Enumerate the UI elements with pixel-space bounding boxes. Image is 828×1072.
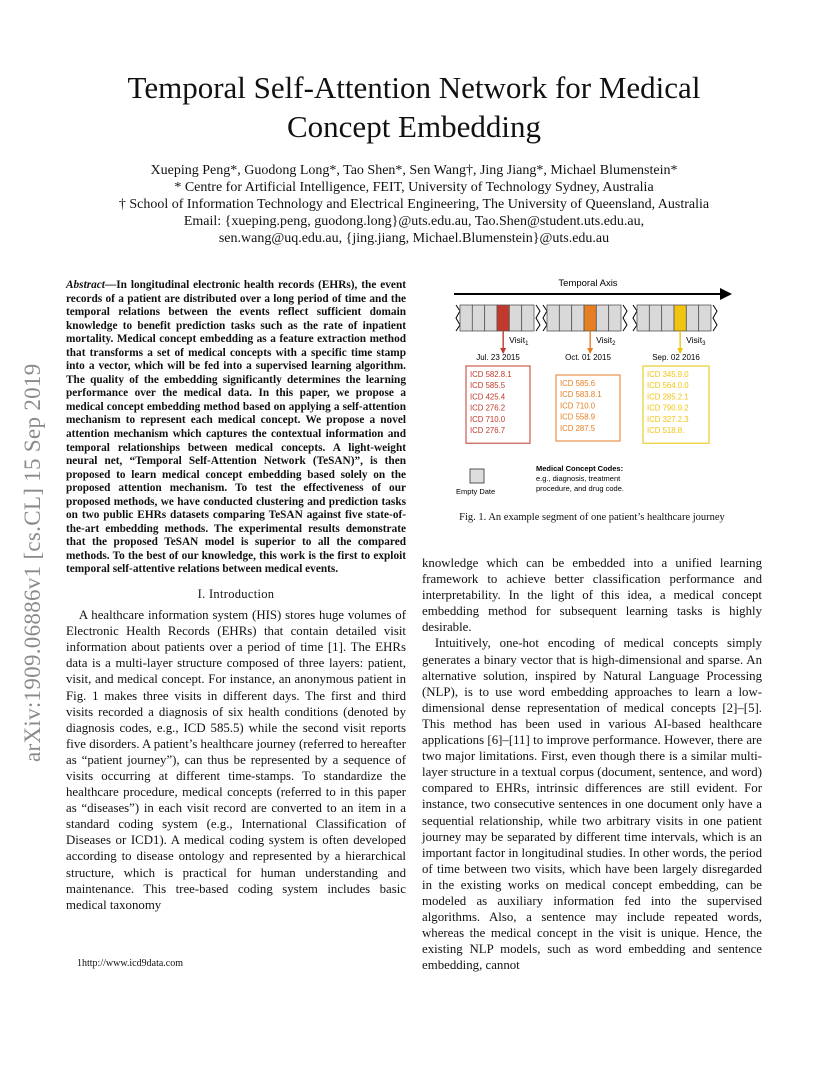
icd-code: ICD 287.5	[560, 423, 596, 433]
visit-label: Visit$_3$	[686, 335, 706, 347]
empty-date-cell	[649, 305, 661, 331]
left-column	[66, 279, 406, 913]
empty-date-cell	[609, 305, 621, 331]
arxiv-stamp: arXiv:1909.06886v1 [cs.CL] 15 Sep 2019	[20, 363, 45, 762]
title-line-1: Temporal Self-Attention Network for Medical	[127, 70, 701, 105]
segment-right-edge-icon	[536, 305, 540, 331]
segment-left-edge-icon	[633, 305, 637, 331]
figure-patient-journey	[448, 274, 748, 504]
visit-date: Sep. 02 2016	[652, 353, 700, 362]
empty-date-cell	[572, 305, 584, 331]
empty-date-cell	[547, 305, 559, 331]
empty-date-cell	[472, 305, 484, 331]
visit-label-subscript: 2	[612, 341, 616, 347]
right-column	[422, 555, 762, 973]
legend-codes-title: Medical Concept Codes:	[536, 464, 624, 473]
visit-date: Oct. 01 2015	[565, 353, 611, 362]
author-block	[60, 162, 768, 247]
abstract-label: Abstract	[66, 279, 105, 291]
intro-paragraph: A healthcare information system (HIS) stores huge volumes of Electronic Health Records (EHRs) that contain detailed visit information about patients over a period of time [1]. The EHRs data is a multi-layer structure composed of three layers: patient, visit, and medical concept. For instance, an anonymous patient in Fig. 1 makes three visits in different days. The first and third visits recorded a diagnosis of six health conditions (denoted by diagnosis codes, e.g., ICD 585.5) while the second visit reports five disorders. A patient’s healthcare journey (referred to hereafter as “patient journey”), can thus be represented by a sequence of visits occurring at different time-stamps. To standardize the healthcare procedure, medical concepts (referred to in this paper as “diseases”) in each visit record are converted to an item in a standard coding system (e.g., International Classification of Diseases or ICD1). A medical coding system is often developed according to disease ontology and represented by a hierarchical structure, which is practical for human understanding and maintenance. This tree-based coding system includes basic medical taxonomy	[66, 608, 406, 912]
segment-left-edge-icon	[543, 305, 547, 331]
legend-empty-date: Empty Date	[456, 487, 496, 496]
icd-code: ICD 710.0	[470, 414, 506, 424]
icd-code: ICD 276.7	[470, 426, 506, 435]
icd-code: ICD 585.5	[470, 381, 506, 391]
figure-caption: Fig. 1. An example segment of one patient’s healthcare journey	[459, 512, 725, 523]
visit-date-cell	[497, 305, 509, 331]
section-heading-introduction: I. Introduction	[197, 587, 275, 602]
empty-date-cell	[662, 305, 674, 331]
legend-codes-line-1: e.g., diagnosis, treatment	[536, 474, 621, 483]
empty-date-cell	[559, 305, 571, 331]
right-paragraph-1: knowledge which can be embedded into a unified learning framework to achieve better classification performance and interpretability. In the light of this idea, a medical concept embedding method for subsequent learning tasks is highly desirable.	[422, 556, 762, 635]
visit-label-subscript: 1	[525, 341, 529, 347]
icd-code: ICD 583.8.1	[560, 390, 602, 400]
empty-date-cell	[485, 305, 497, 331]
empty-date-cell	[509, 305, 521, 331]
visit-date-cell	[584, 305, 596, 331]
icd-code: ICD 582.8.1	[470, 370, 512, 379]
affiliation-uq: † School of Information Technology and Electrical Engineering, The University of Queensland, Australia	[118, 197, 710, 212]
abstract-text: —In longitudinal electronic health records (EHRs), the event records of a patient are distributed over a long period of time and the temporal relations between the events reflect sufficient domain knowledge to benefit prediction tasks such as the rate of inpatient mortality. Medical concept embedding as a feature extraction method that transforms a set of medical concepts with a specific time stamp into a vector, which will be fed into a supervised learning algorithm. The quality of the embedding significantly determines the learning performance over the medical data. In this paper, we propose a medical concept embedding method based on applying a self-attention mechanism to represent each medical concept. We propose a novel attention mechanism which captures the contextual information and temporal relationships between medical concepts. A light-weight neural net, “Temporal Self-Attention Network (TeSAN)”, is then proposed to learn medical concept embedding based solely on the proposed attention mechanism. To test the effectiveness of our proposed methods, we have conducted clustering and prediction tasks on two public EHRs datasets comparing TeSAN against five state-of-the-art embedding methods. The experimental results demonstrate that the proposed TeSAN model is superior to all the compared methods. To the best of our knowledge, this work is the first to exploit temporal self-attentive relations between medical events.	[66, 279, 406, 576]
icd-code: ICD 345.9.0	[647, 370, 689, 379]
author-names: Xueping Peng*, Guodong Long*, Tao Shen*, Sen Wang†, Jing Jiang*, Michael Blumenstein*	[150, 163, 678, 178]
email-line-1: Email: {xueping.peng, guodong.long}@uts.edu.au, Tao.Shen@student.uts.edu.au,	[183, 214, 645, 229]
icd-code: ICD 327.2.3	[647, 414, 689, 424]
icd-code: ICD 790.9.2	[647, 403, 689, 413]
empty-date-cell	[522, 305, 534, 331]
empty-date-cell	[637, 305, 649, 331]
axis-label: Temporal Axis	[558, 278, 618, 289]
icd-code: ICD 710.0	[560, 401, 596, 411]
abstract	[66, 279, 406, 577]
empty-date-cell	[686, 305, 698, 331]
visit-label: Visit$_1$	[509, 335, 529, 347]
segment-left-edge-icon	[456, 305, 460, 331]
icd-code: ICD 518.8.	[647, 426, 685, 435]
empty-date-cell	[460, 305, 472, 331]
icd-code: ICD 425.4	[470, 392, 506, 402]
icd-code: ICD 285.2.1	[647, 392, 689, 402]
segment-right-edge-icon	[713, 305, 717, 331]
segment-right-edge-icon	[623, 305, 627, 331]
paper-title	[60, 68, 768, 146]
visit-label: Visit$_2$	[596, 335, 616, 347]
empty-date-cell	[596, 305, 608, 331]
empty-date-cell	[699, 305, 711, 331]
right-paragraph-2: Intuitively, one-hot encoding of medical concepts simply generates a binary vector that is high-dimensional and sparse. An alternative solution, inspired by Natural Language Processing (NLP), is to use word embedding approaches to learn a low-dimensional dense representation of medical concepts [2]–[5]. This method has been used in various AI-based healthcare applications [6]–[11] to improve performance. However, there are two major limitations. First, even though there is a similar multi-layer structure in a textual corpus (document, sentence, and word) compared to EHRs, intrinsic differences are still evident. For instance, two consecutive sentences in one document only have a sequential relationship, while two arbitrary visits in one patient journey may be separated by different time intervals, which is an important factor in longitudinal studies. In other words, the period of time between two visits, which have been largely disregarded in the existing works on medical concept embedding, can be modeled as auxiliary information fed into the supervised algorithms. Also, a sentence may include repeated words, whereas the medical concept in the visit is unique. Hence, the existing NLP models, such as word embedding and sentence embedding, cannot	[422, 636, 762, 973]
temporal-axis-arrow-icon	[720, 288, 732, 300]
title-line-2: Concept Embedding	[287, 109, 541, 144]
empty-date-swatch-icon	[470, 469, 484, 483]
icd-code: ICD 564.0.0	[647, 381, 689, 391]
icd-code: ICD 585.6	[560, 379, 596, 388]
email-line-2: sen.wang@uq.edu.au, {jing.jiang, Michael.Blumenstein}@uts.edu.au	[218, 231, 610, 246]
legend-codes-line-2: procedure, and drug code.	[536, 484, 624, 493]
footnote: 1http://www.icd9data.com	[77, 958, 183, 969]
visit-date-cell	[674, 305, 686, 331]
icd-code: ICD 558.9	[560, 412, 596, 422]
visit-label-subscript: 3	[702, 341, 706, 347]
visit-date: Jul. 23 2015	[476, 353, 520, 362]
icd-code: ICD 276.2	[470, 403, 506, 413]
affiliation-uts: * Centre for Artificial Intelligence, FEIT, University of Technology Sydney, Australia	[174, 180, 654, 195]
